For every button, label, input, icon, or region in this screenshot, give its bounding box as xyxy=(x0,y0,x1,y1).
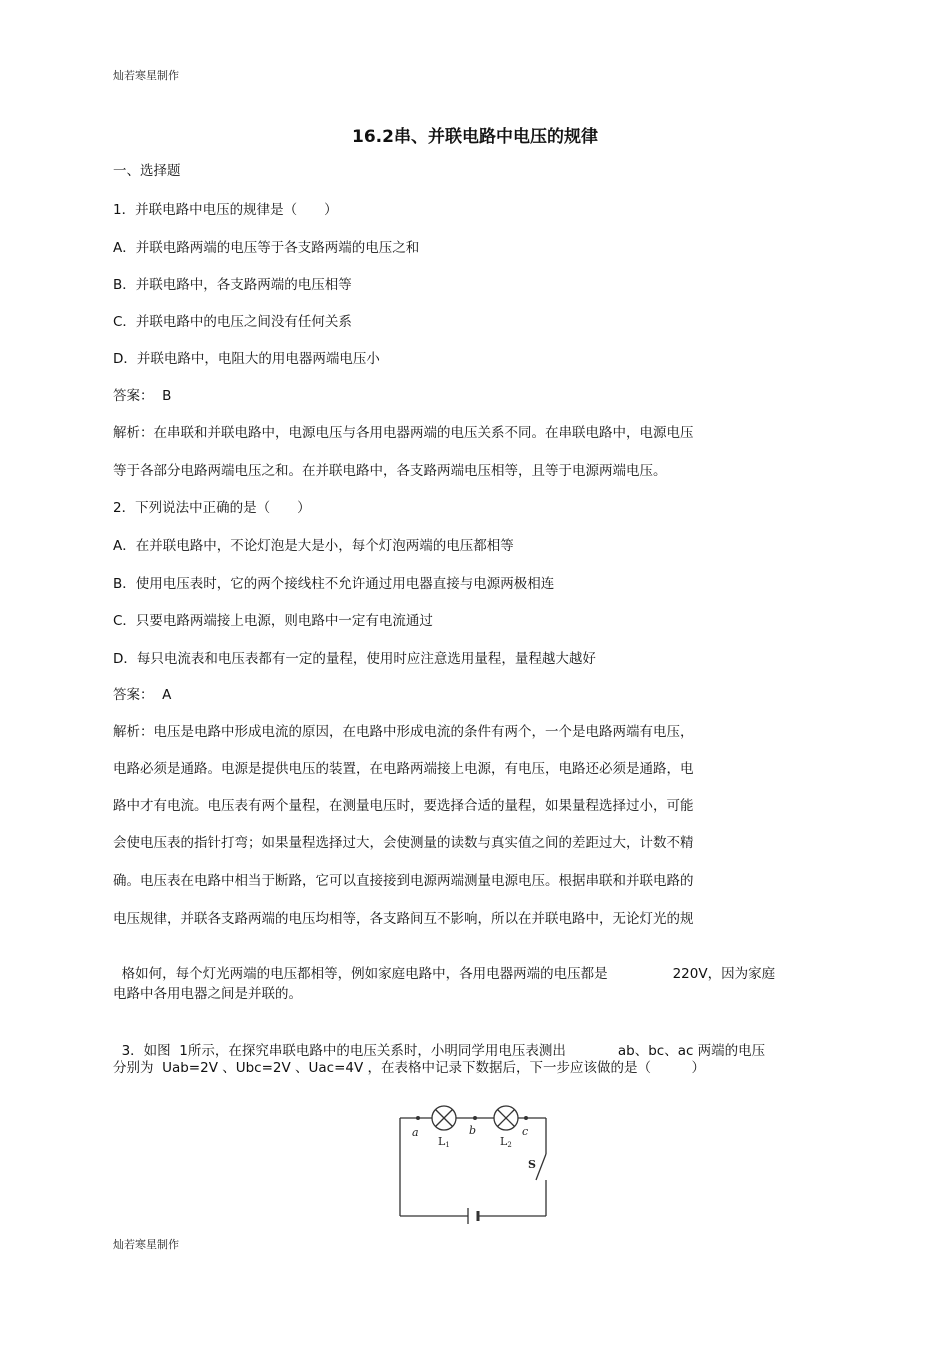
q2-analysis-line: 会使电压表的指针打弯；如果量程选择过大，会使测量的读数与真实值之间的差距过大，计数不精 xyxy=(113,835,694,851)
label-c: c xyxy=(522,1125,529,1138)
circuit-diagram xyxy=(380,1098,560,1230)
q2-analysis-line: 解析：电压是电路中形成电流的原因，在电路中形成电流的条件有两个，一个是电路两端有电压， xyxy=(113,724,694,740)
q2-option-a: A．在并联电路中，不论灯泡是大是小，每个灯泡两端的电压都相等 xyxy=(113,538,514,554)
node-c-dot xyxy=(524,1116,528,1120)
q2-answer: 答案： A xyxy=(113,687,172,703)
q2-option-c: C．只要电路两端接上电源，则电路中一定有电流通过 xyxy=(113,613,433,629)
label-s: S xyxy=(528,1158,536,1171)
q2-analysis-line: 电路中各用电器之间是并联的。 xyxy=(113,986,302,1002)
node-a-dot xyxy=(416,1116,420,1120)
q3-stem-line-2: 分别为 Uab=2V 、Ubc=2V 、Uac=4V ，在表格中记录下数据后，下一步应该做的是（ ） xyxy=(113,1060,706,1076)
q2-analysis-line-7-start: 格如何，每个灯光两端的电压都相等，例如家庭电路中，各用电器两端的电压都是 xyxy=(121,966,608,982)
q1-option-b: B．并联电路中，各支路两端的电压相等 xyxy=(113,277,352,293)
q1-analysis-line: 解析：在串联和并联电路中，电源电压与各用电器两端的电压关系不同。在串联电路中，电源电压 xyxy=(113,425,694,441)
q2-option-d: D．每只电流表和电压表都有一定的量程，使用时应注意选用量程，量程越大越好 xyxy=(113,651,596,667)
q2-analysis-line-7-end: 220V，因为家庭 xyxy=(672,966,776,982)
q2-analysis-line: 确。电压表在电路中相当于断路，它可以直接接到电源两端测量电源电压。根据串联和并联电路的 xyxy=(113,873,694,889)
document-title: 16.2串、并联电路中电压的规律 xyxy=(352,127,598,147)
page-footer: 灿若寒星制作 xyxy=(113,1238,179,1251)
label-b: b xyxy=(469,1124,477,1137)
q2-analysis-line: 路中才有电流。电压表有两个量程，在测量电压时，要选择合适的量程，如果量程选择过小，可能 xyxy=(113,798,694,814)
q2-analysis-line: 电压规律，并联各支路两端的电压均相等，各支路间互不影响，所以在并联电路中，无论灯光的规 xyxy=(113,911,694,927)
q2-stem: 2．下列说法中正确的是（ ） xyxy=(113,500,311,516)
node-b-dot xyxy=(473,1116,477,1120)
switch-s xyxy=(536,1154,546,1180)
q1-answer: 答案： B xyxy=(113,388,172,404)
q1-option-c: C．并联电路中的电压之间没有任何关系 xyxy=(113,314,352,330)
q2-option-b: B．使用电压表时，它的两个接线柱不允许通过用电器直接与电源两极相连 xyxy=(113,576,555,592)
q1-analysis-line: 等于各部分电路两端电压之和。在并联电路中，各支路两端电压相等，且等于电源两端电压。 xyxy=(113,463,667,479)
q1-option-a: A．并联电路两端的电压等于各支路两端的电压之和 xyxy=(113,240,420,256)
page-header: 灿若寒星制作 xyxy=(113,69,179,82)
q2-analysis-line: 电路必须是通路。电源是提供电压的装置，在电路两端接上电源，有电压，电路还必须是通路，电 xyxy=(113,761,694,777)
q3-stem-line-1-end: ab、bc、ac 两端的电压 xyxy=(617,1043,766,1059)
q1-stem: 1．并联电路中电压的规律是（ ） xyxy=(113,202,338,218)
q3-stem-line-1 xyxy=(113,1024,765,1060)
label-a: a xyxy=(412,1126,419,1139)
q3-stem-line-1-start: 3．如图 1所示，在探究串联电路中的电压关系时，小明同学用电压表测出 xyxy=(121,1043,566,1059)
q2-analysis-line-7 xyxy=(113,947,775,983)
section-heading: 一、选择题 xyxy=(113,163,181,179)
label-l2: L2 xyxy=(500,1135,512,1149)
label-l1: L1 xyxy=(438,1135,450,1149)
q1-option-d: D．并联电路中，电阻大的用电器两端电压小 xyxy=(113,351,380,367)
